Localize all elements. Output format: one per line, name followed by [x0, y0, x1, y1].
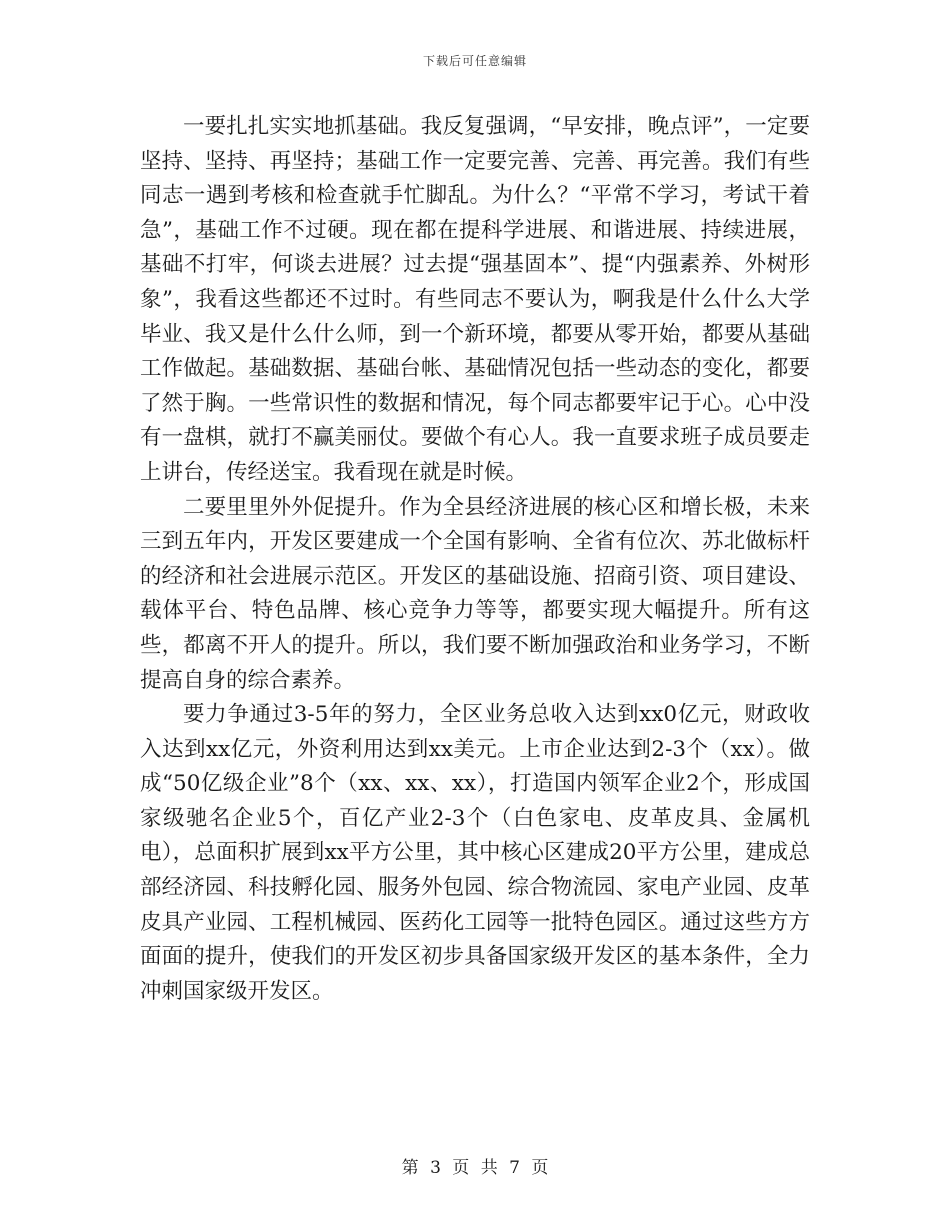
paragraph-2: 二要里里外外促提升。作为全县经济进展的核心区和增长极，未来三到五年内，开发区要建成一个全国有影响、全省有位次、苏北做标杆的经济和社会进展示范区。开发区的基础设施、招商引资、项目建设、载体平台、特色品牌、核心竞争力等等，都要实现大幅提升。所有这些，都离不开人的提升。所以，我们要不断加强政治和业务学习，不断提高自身的综合素养。: [140, 494, 810, 693]
document-body: [140, 110, 810, 1009]
paragraph-1: 一要扎扎实实地抓基础。我反复强调，“早安排，晚点评”，一定要坚持、坚持、再坚持；基础工作一定要完善、完善、再完善。我们有些同志一遇到考核和检查就手忙脚乱。为什么？“平常不学习，考试干着急”，基础工作不过硬。现在都在提科学进展、和谐进展、持续进展，基础不打牢，何谈去进展？过去提“强基固本”、提“内强素养、外树形象”，我看这些都还不过时。有些同志不要认为，啊我是什么什么大学毕业、我又是什么什么师，到一个新环境，都要从零开始，都要从基础工作做起。基础数据、基础台帐、基础情况包括一些动态的变化，都要了然于胸。一些常识性的数据和情况，每个同志都要牢记于心。心中没有一盘棋，就打不赢美丽仗。要做个有心人。我一直要求班子成员要走上讲台，传经送宝。我看现在就是时候。: [140, 114, 810, 485]
paragraph-3: 要力争通过3-5年的努力，全区业务总收入达到xx0亿元，财政收入达到xx亿元，外资利用达到xx美元。上市企业达到2-3个（xx）。做成“50亿级企业”8个（xx、xx、xx），打造国内领军企业2个，形成国家级驰名企业5个，百亿产业2-3个（白色家电、皮革皮具、金属机电），总面积扩展到xx平方公里，其中核心区建成20平方公里，建成总部经济园、科技孵化园、服务外包园、综合物流园、家电产业园、皮革皮具产业园、工程机械园、医药化工园等一批特色园区。通过这些方方面面的提升，使我们的开发区初步具备国家级开发区的基本条件，全力冲刺国家级开发区。: [140, 702, 810, 1004]
page-number: 第 3 页 共 7 页: [401, 1158, 549, 1178]
page-header-note: 下载后可任意编辑: [422, 54, 527, 68]
